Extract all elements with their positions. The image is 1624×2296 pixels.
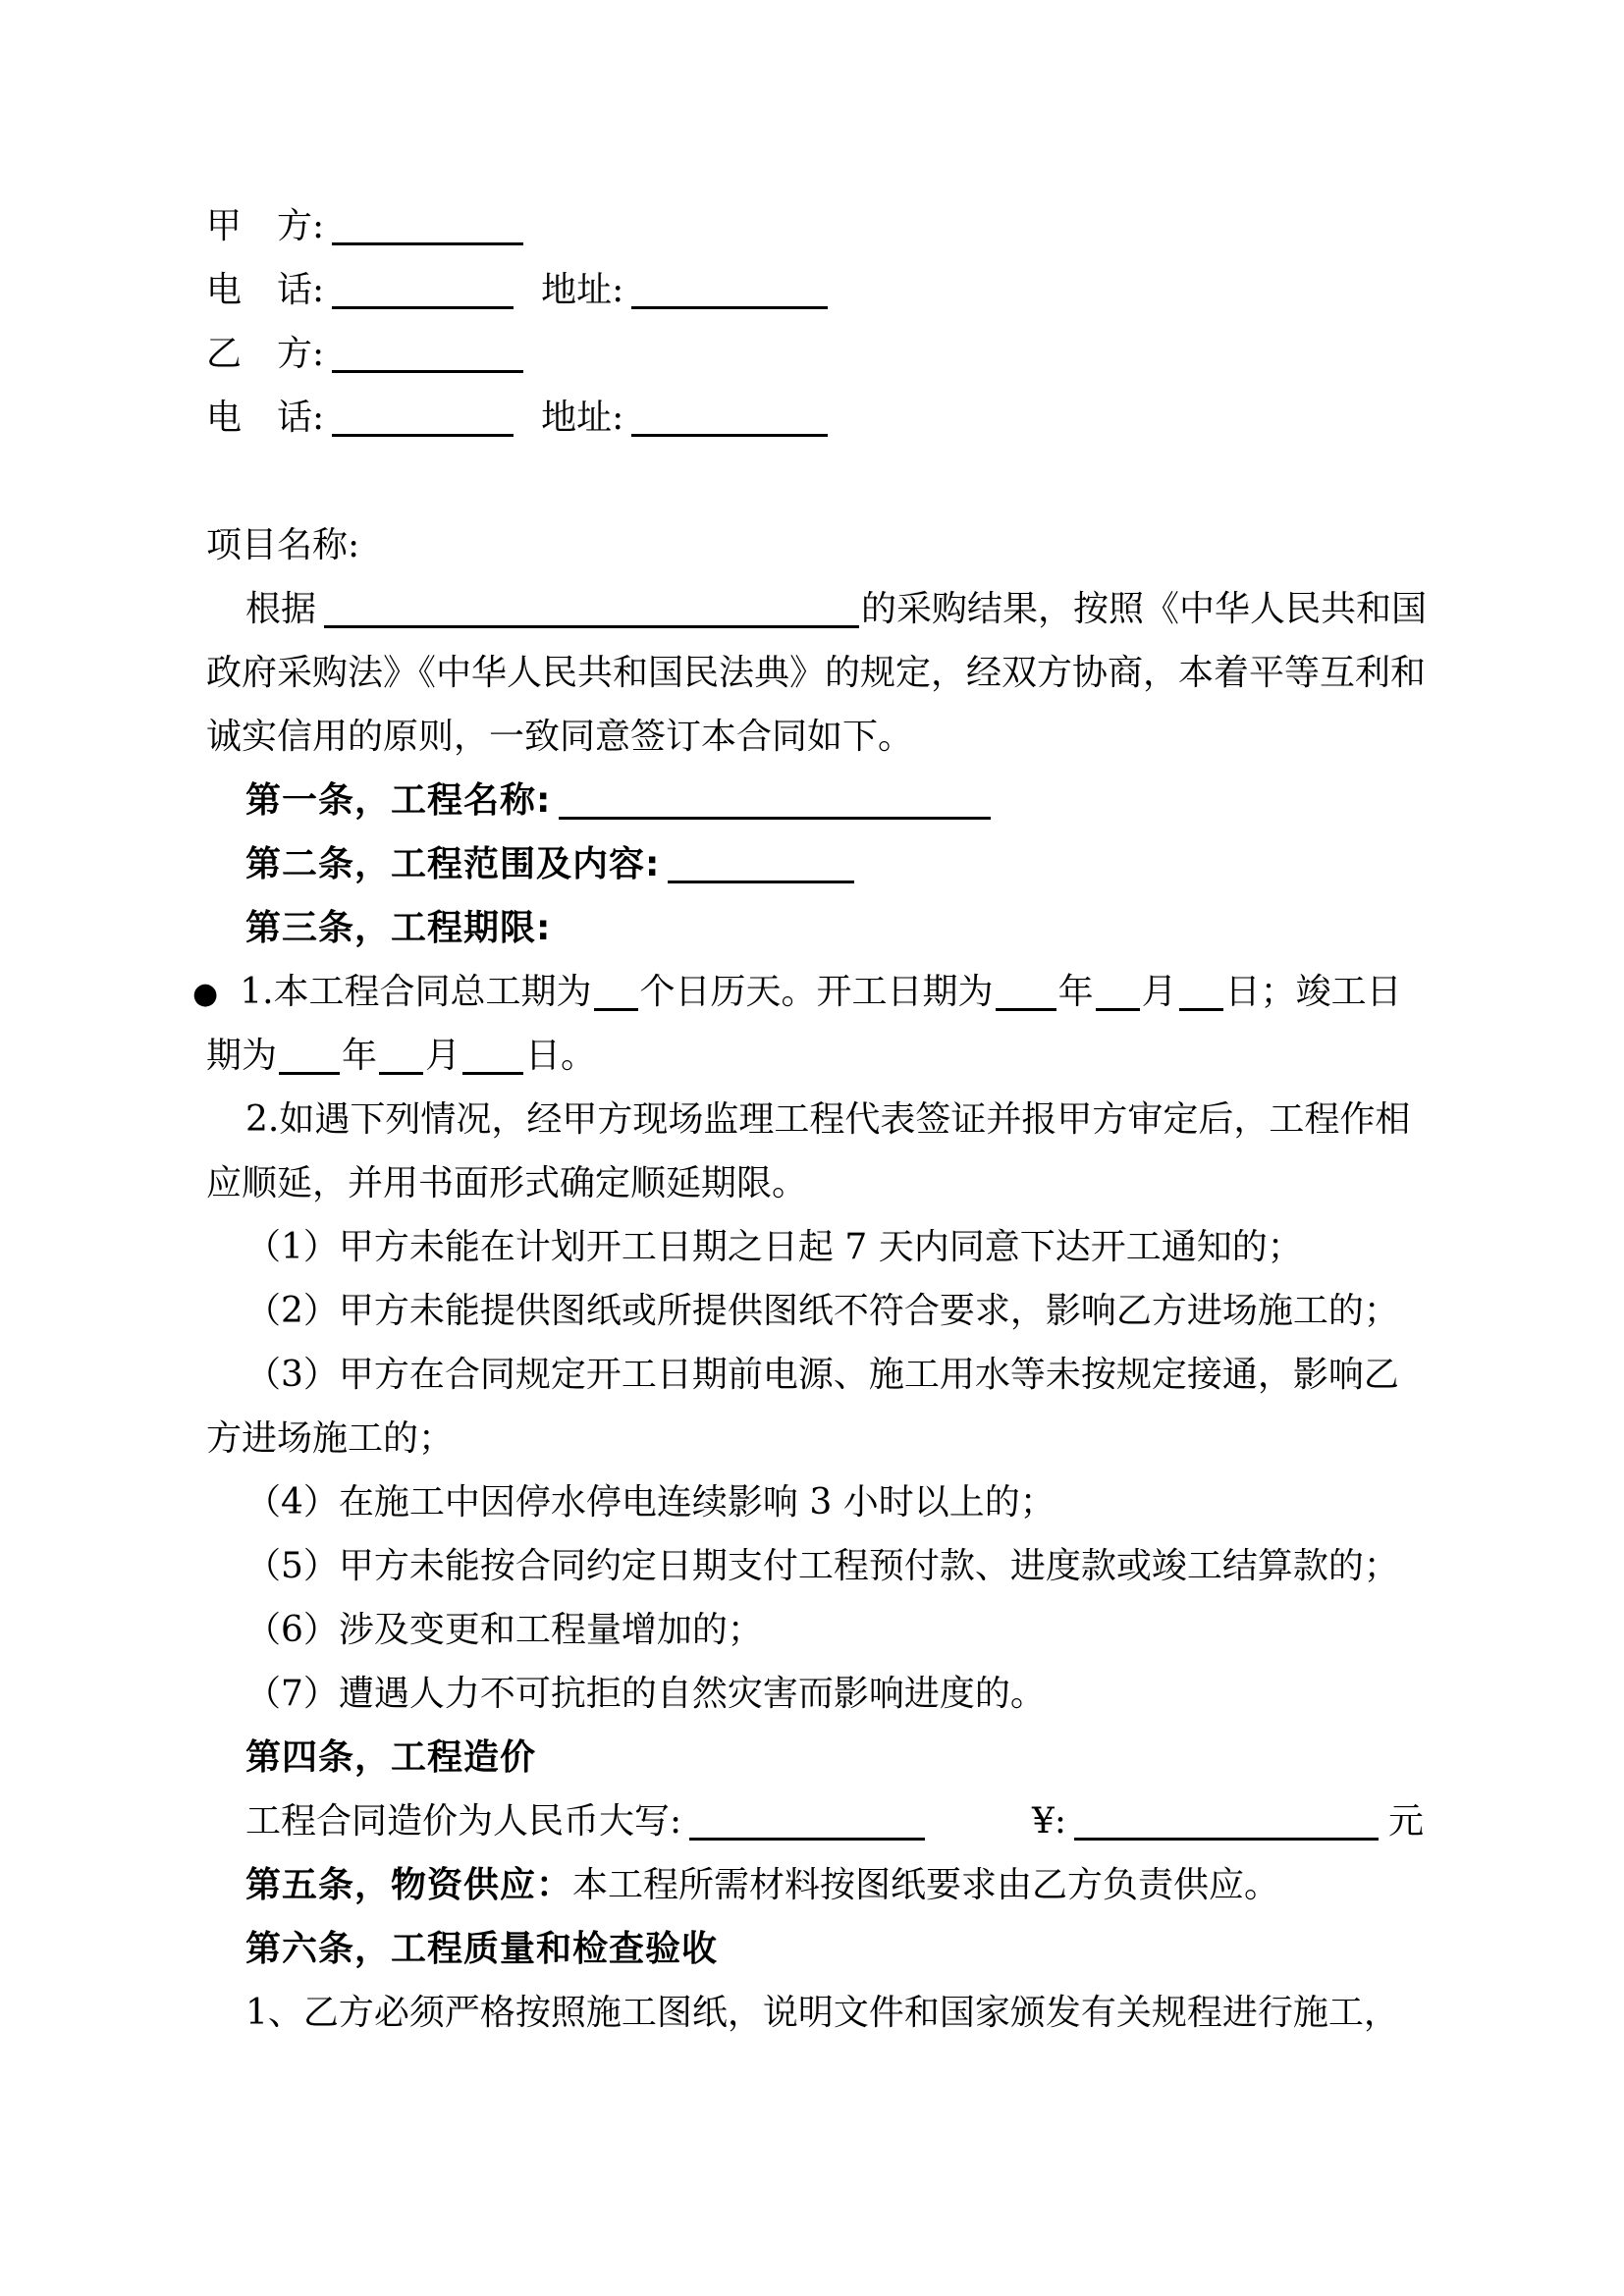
party-b-address-blank-field[interactable] [631, 428, 828, 437]
intro-text-2: 政府采购法》《中华人民共和国民法典》的规定，经双方协商，本着平等互利和 [206, 653, 1427, 693]
price-words-blank-field[interactable] [689, 1832, 925, 1841]
article-1-heading: 第一条，工程名称: [245, 780, 552, 821]
quality-clause-row [206, 1981, 1424, 2045]
intro-line-3 [206, 705, 1424, 769]
article-5-text: 本工程所需材料按图纸要求由乙方负责供应。 [572, 1865, 1280, 1905]
finish-year-blank-field[interactable] [279, 1066, 340, 1075]
blank-line [206, 450, 1424, 513]
condition-3-text-1: （3）甲方在合同规定开工日期前电源、施工用水等未按规定接通，影响乙 [245, 1355, 1399, 1395]
contract-body [192, 194, 1428, 2045]
party-b-phone-blank-field[interactable] [332, 428, 514, 437]
scope-blank-field[interactable] [668, 875, 854, 883]
party-a-address-blank-field[interactable] [631, 300, 828, 309]
party-a-row [206, 194, 1424, 258]
term-text-1: 1.本工程合同总工期为 [240, 972, 592, 1012]
term-text-4: 月 [1141, 972, 1177, 1012]
condition-3-row-1 [206, 1343, 1424, 1407]
project-title-blank-field[interactable] [559, 811, 991, 820]
party-a-label: 甲 方: [206, 206, 325, 246]
yen-label: ¥: [1031, 1801, 1066, 1842]
article-2-heading: 第二条，工程范围及内容: [245, 844, 661, 884]
finish-day-blank-field[interactable] [462, 1066, 523, 1075]
article-5-heading: 第五条，物资供应： [245, 1865, 573, 1905]
party-b-phone-label: 电 话: [206, 398, 325, 438]
term-line-2 [206, 1024, 1424, 1088]
term-text-5: 日；竣工日 [1224, 972, 1402, 1012]
start-day-blank-field[interactable] [1179, 1002, 1223, 1011]
delay-text-1: 2.如遇下列情况，经甲方现场监理工程代表签证并报甲方审定后，工程作相 [245, 1099, 1411, 1140]
term-text-8: 月 [425, 1036, 461, 1076]
intro-text-post: 的采购结果，按照《中华人民共和国 [861, 589, 1428, 629]
start-month-blank-field[interactable] [1096, 1002, 1140, 1011]
condition-3-text-2: 方进场施工的； [206, 1418, 455, 1459]
duration-days-blank-field[interactable] [594, 1002, 638, 1011]
party-a-blank-field[interactable] [332, 237, 523, 245]
party-b-contact-row [206, 386, 1424, 450]
term-text-7: 年 [342, 1036, 378, 1076]
party-a-phone-label: 电 话: [206, 270, 325, 310]
delay-text-2: 应顺延，并用书面形式确定顺延期限。 [206, 1163, 808, 1203]
intro-line-1 [206, 577, 1428, 641]
article-6-row [206, 1917, 1424, 1981]
party-a-address-label: 地址: [541, 270, 624, 310]
condition-1-row [206, 1215, 1424, 1279]
price-figures-blank-field[interactable] [1074, 1832, 1379, 1841]
bullet-icon: ● [192, 977, 219, 1011]
quality-clause-text: 1、乙方必须严格按照施工图纸，说明文件和国家颁发有关规程进行施工， [245, 1993, 1399, 2033]
procurement-basis-blank-field[interactable] [324, 619, 859, 628]
party-a-phone-blank-field[interactable] [332, 300, 514, 309]
party-a-contact-row [206, 258, 1424, 322]
condition-4-text: （4）在施工中因停水停电连续影响 3 小时以上的； [245, 1482, 1056, 1522]
condition-7-row [206, 1662, 1424, 1726]
condition-2-row [206, 1279, 1424, 1343]
start-year-blank-field[interactable] [996, 1002, 1056, 1011]
condition-7-text: （7）遭遇人力不可抗拒的自然灾害而影响进度的。 [245, 1674, 1046, 1714]
article-3-row [206, 896, 1424, 960]
condition-6-text: （6）涉及变更和工程量增加的； [245, 1610, 763, 1650]
article-3-heading: 第三条，工程期限: [245, 908, 552, 948]
delay-clause-line-1 [206, 1088, 1424, 1151]
intro-line-2 [206, 641, 1427, 705]
party-b-blank-field[interactable] [332, 364, 523, 373]
article-4-row [206, 1726, 1424, 1789]
article-2-row [206, 832, 1424, 896]
finish-month-blank-field[interactable] [379, 1066, 423, 1075]
intro-text-3: 诚实信用的原则，一致同意签订本合同如下。 [206, 717, 914, 757]
term-text-3: 年 [1057, 972, 1094, 1012]
condition-4-row [206, 1470, 1424, 1534]
party-b-address-label: 地址: [541, 398, 624, 438]
condition-5-row [206, 1534, 1424, 1598]
condition-6-row [206, 1598, 1424, 1662]
term-text-6: 期为 [206, 1036, 278, 1076]
yuan-suffix: 元 [1387, 1801, 1424, 1842]
price-row [206, 1789, 1424, 1853]
intro-text-pre: 根据 [245, 589, 317, 629]
term-text-2: 个日历天。开工日期为 [639, 972, 994, 1012]
condition-5-text: （5）甲方未能按合同约定日期支付工程预付款、进度款或竣工结算款的； [245, 1546, 1399, 1586]
project-name-label: 项目名称: [206, 525, 360, 565]
project-name-row [206, 513, 1424, 577]
condition-2-text: （2）甲方未能提供图纸或所提供图纸不符合要求，影响乙方进场施工的； [245, 1291, 1399, 1331]
condition-3-row-2 [206, 1407, 1424, 1470]
price-left-group [245, 1789, 925, 1853]
condition-1-text: （1）甲方未能在计划开工日期之日起 7 天内同意下达开工通知的； [245, 1227, 1303, 1267]
article-5-row [206, 1853, 1424, 1917]
article-4-heading: 第四条，工程造价 [245, 1737, 537, 1778]
delay-clause-line-2 [206, 1151, 1424, 1215]
article-1-row [206, 769, 1424, 832]
party-b-label: 乙 方: [206, 334, 325, 374]
party-b-row [206, 322, 1424, 386]
term-line-1 [192, 960, 1424, 1024]
article-6-heading: 第六条，工程质量和检查验收 [245, 1929, 719, 1969]
price-right-group [1032, 1789, 1424, 1853]
term-text-9: 日。 [525, 1036, 597, 1076]
price-label: 工程合同造价为人民币大写: [245, 1801, 682, 1842]
